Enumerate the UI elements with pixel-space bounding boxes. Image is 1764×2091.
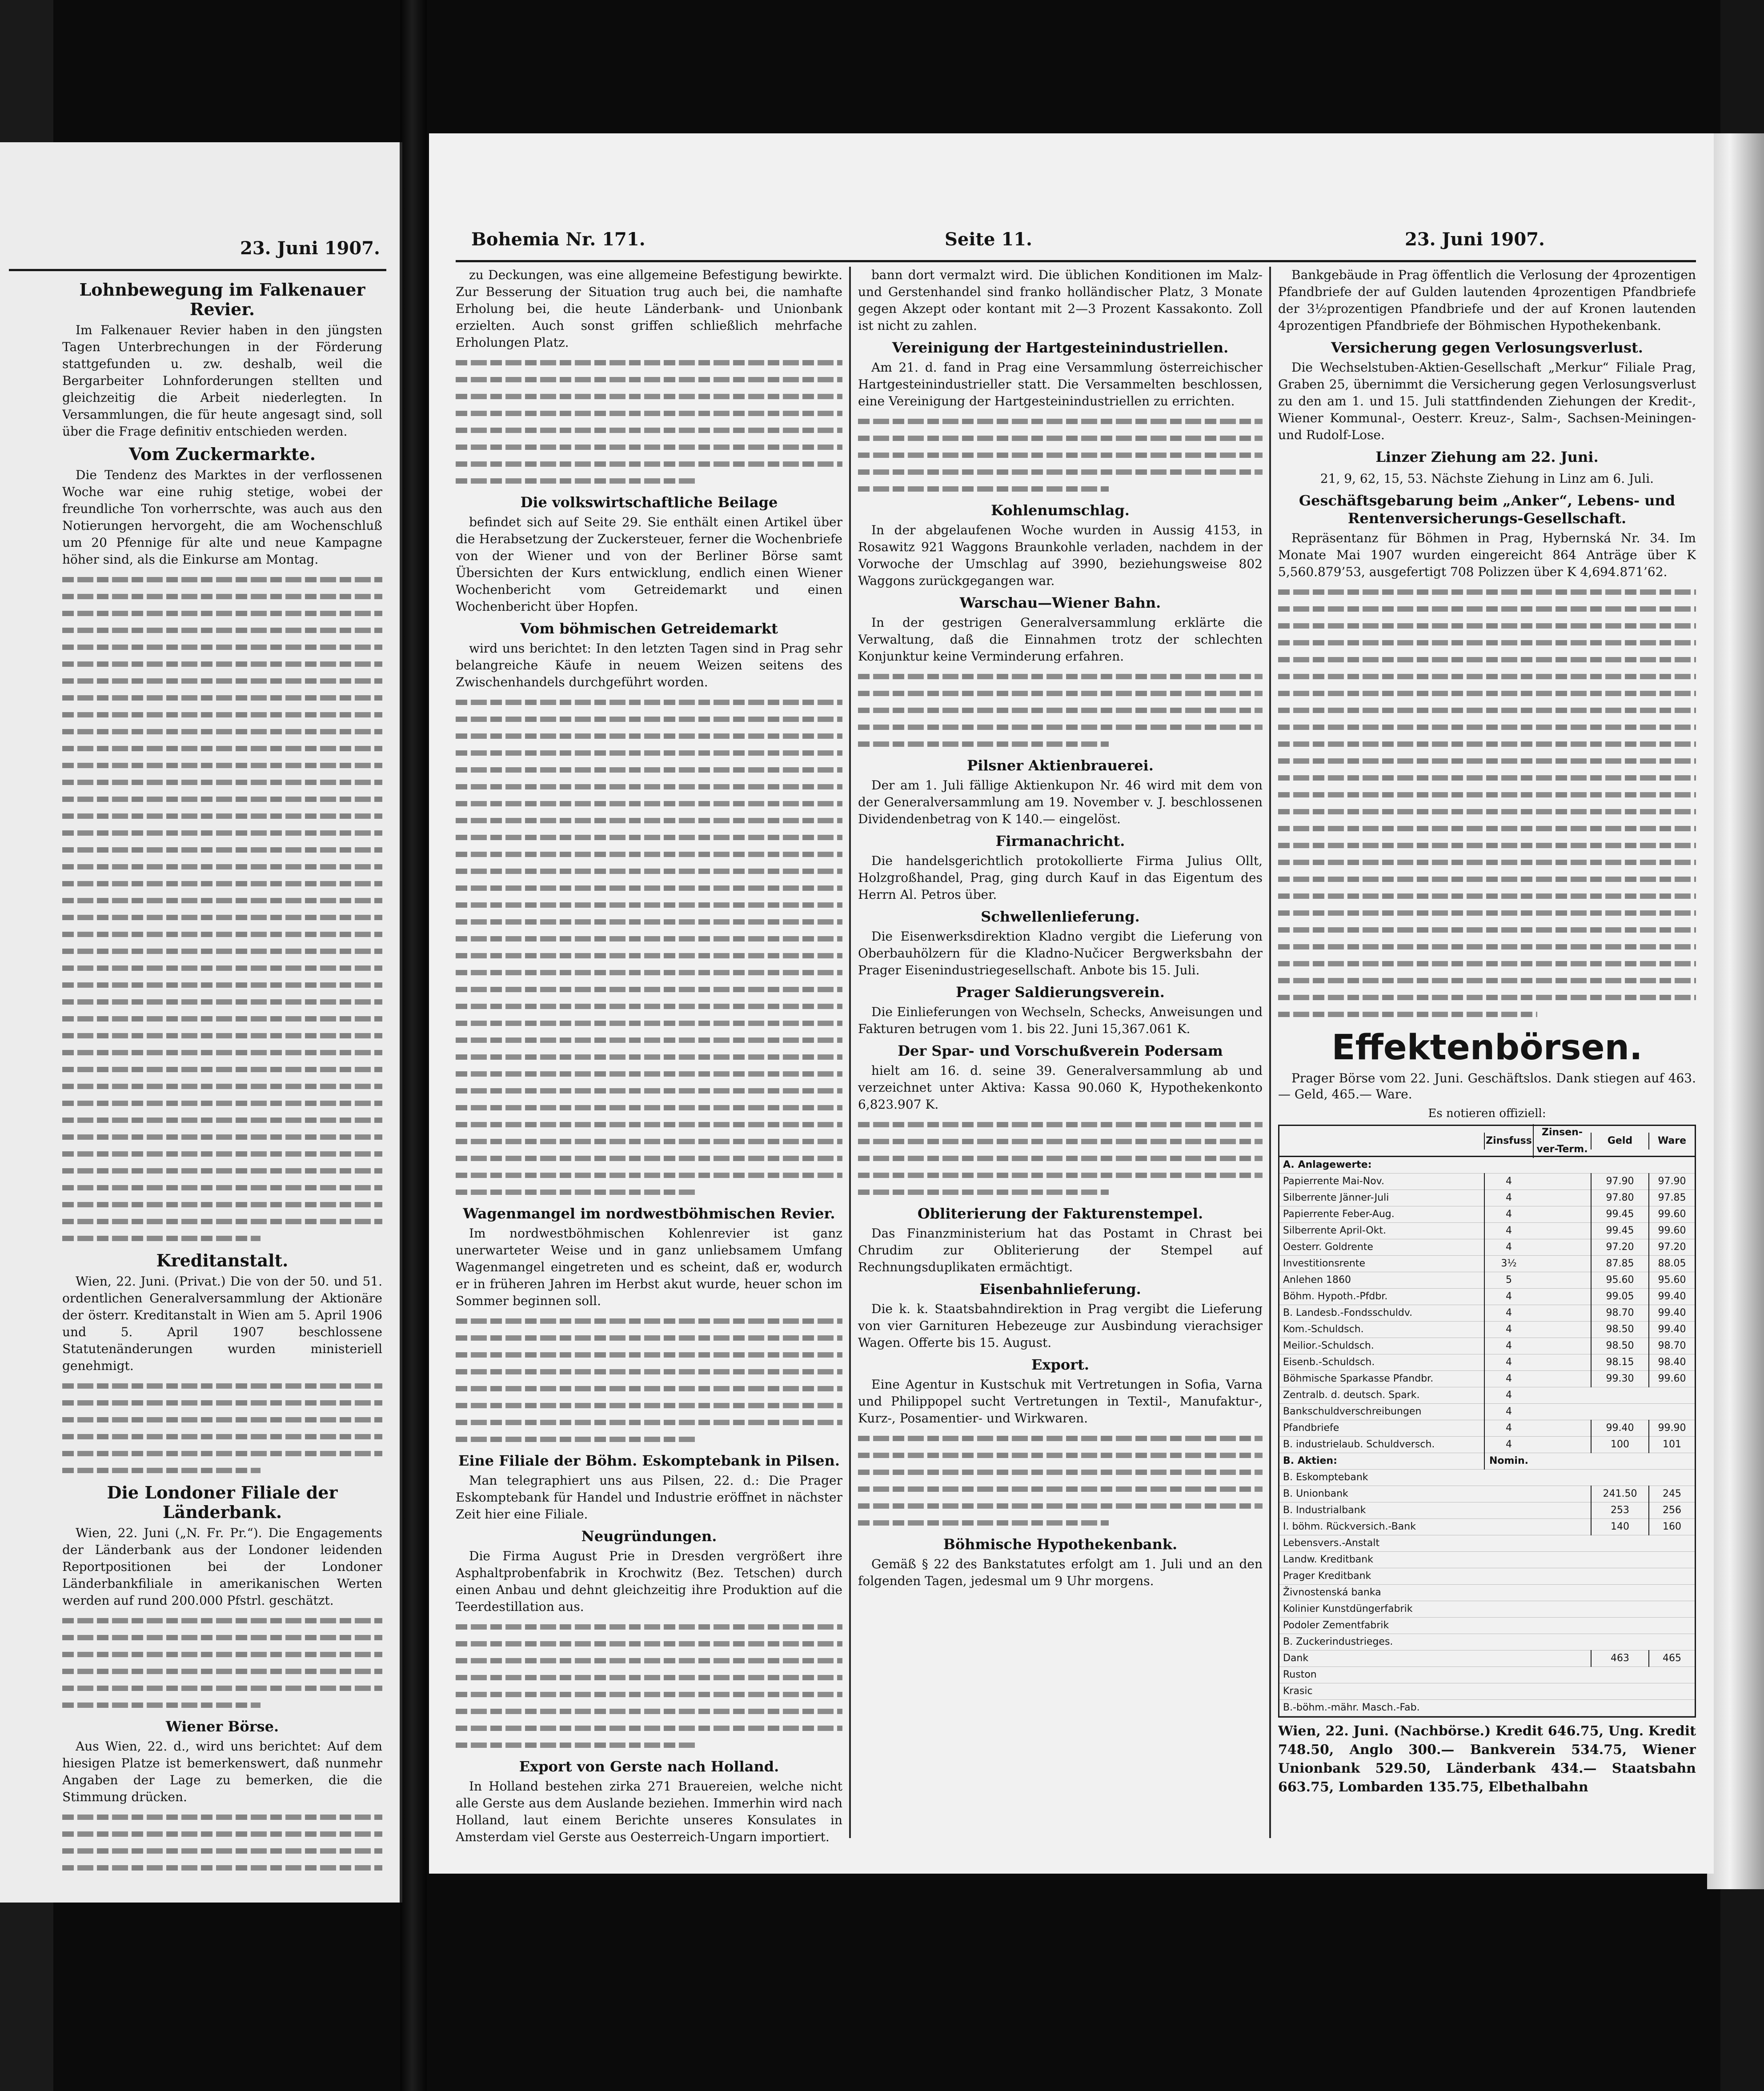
quote-cell-ware: 98.70 — [1648, 1338, 1695, 1354]
drawing-numbers: 21, 9, 62, 15, 53. Nächste Ziehung in Linz am 6. Juli. — [1320, 471, 1654, 486]
quote-cell-rate: 4 — [1484, 1387, 1533, 1404]
quote-cell-ware: 97.85 — [1648, 1190, 1695, 1206]
quote-cell-name: Investitionsrente — [1283, 1258, 1365, 1269]
quote-cell-rate: 5 — [1484, 1272, 1533, 1289]
article-lead: bann dort vermalzt wird. Die üblichen Konditionen im Malz- und Gerstenhandel sind franko holländischer Platz, 3 Monate gegen Akzept oder kontant mit 2—3 Prozent Kassakonto. Zoll ist nicht zu zahlen. — [858, 268, 1263, 333]
quote-cell-geld: 97.90 — [1591, 1173, 1648, 1190]
quote-cell-name: Silberrente April-Okt. — [1283, 1225, 1387, 1236]
quote-cell-rate: 4 — [1484, 1420, 1533, 1437]
quote-cell-geld: 97.80 — [1591, 1190, 1648, 1206]
article-body-lines — [858, 668, 1263, 752]
article-title: Wiener Börse. — [165, 1718, 279, 1735]
article-title: Warschau—Wiener Bahn. — [959, 594, 1161, 611]
book-spine — [1707, 133, 1764, 1889]
article-body-lines — [62, 1612, 382, 1713]
article-title: Kreditanstalt. — [156, 1250, 289, 1270]
quote-row — [1279, 1486, 1695, 1502]
quote-cell-rate: Nomin. — [1484, 1453, 1533, 1470]
quote-cell-rate: 4 — [1484, 1370, 1533, 1387]
quote-cell-geld: 98.15 — [1591, 1354, 1648, 1371]
quote-cell-geld: 100 — [1591, 1436, 1648, 1453]
quote-cell-name: Podoler Zementfabrik — [1283, 1620, 1389, 1631]
article-lead: In der abgelaufenen Woche wurden in Aussig 4153, in Rosawitz 921 Waggons Braunkohle verladen, nachdem in der Vorwoche der Umschlag auf 3990, beziehungsweise 802 Waggons zurückgegangen war. — [858, 523, 1263, 588]
article-title: Der Spar- und Vorschußverein Podersam — [898, 1042, 1223, 1059]
article-lead: Der am 1. Juli fällige Aktienkupon Nr. 46 wird mit dem von der Generalversammlung am 19. November v. J. beschlossenen Dividendenbetrag von K 140.— eingelöst. — [858, 778, 1263, 826]
article-lead: Die Einlieferungen von Wechseln, Schecks, Anweisungen und Fakturen betrugen vom 1. bis 22. Juni 15,367.061 K. — [858, 1005, 1263, 1036]
article-body-lines — [456, 1312, 842, 1447]
quote-cell-geld: 99.45 — [1591, 1206, 1648, 1223]
quote-cell-rate: 4 — [1484, 1190, 1533, 1206]
quote-cell-name: I. böhm. Rückversich.-Bank — [1283, 1521, 1416, 1532]
quote-row — [1279, 1289, 1695, 1305]
quote-cell-name: Oesterr. Goldrente — [1283, 1242, 1373, 1253]
article-lead: In Holland bestehen zirka 271 Brauereien, welche nicht alle Gerste aus dem Auslande beziehen. Immerhin wird nach Holland, laut einem Berichte unseres Konsulates in Amsterdam viel Gerste aus Oesterreich-Ungarn importiert. — [456, 1779, 842, 1844]
quote-row — [1279, 1322, 1695, 1338]
article-title: Die volkswirtschaftliche Beilage — [520, 494, 778, 511]
quote-table — [1278, 1125, 1696, 1718]
article-lead: Repräsentanz für Böhmen in Prag, Hybernská Nr. 34. Im Monate Mai 1907 wurden eingereicht 864 Anträge über K 5,560.879’53, ausgefertigt 708 Polizzen über K 4,694.871’62. — [1278, 531, 1696, 579]
quote-row — [1279, 1223, 1695, 1239]
article-lead: Im nordwestböhmischen Kohlenrevier ist ganz unerwarteter Weise und in ganz unliebsamem Umfang Wagenmangel eingetreten und es scheint, daß er, wodurch er in früheren Jahren im Herbst akut wurde, heuer schon im Sommer beginnen soll. — [456, 1226, 842, 1308]
left-page-date: 23. Juni 1907. — [240, 238, 380, 259]
quote-cell-geld: 253 — [1591, 1502, 1648, 1519]
article-lead: Bankgebäude in Prag öffentlich die Verlosung der 4prozentigen Pfandbriefe der auf Gulden lautenden 4prozentigen Pfandbriefe der 3½prozentigen Pfandbriefe und der auf Kronen lautenden 4prozentigen Pfandbriefe der Böhmischen Hypothekenbank. — [1278, 268, 1696, 333]
quote-cell-rate: 4 — [1484, 1173, 1533, 1190]
quote-row — [1279, 1338, 1695, 1354]
article-body-lines — [858, 1430, 1263, 1531]
quote-cell-ware: 99.90 — [1648, 1420, 1695, 1437]
left-page — [0, 142, 402, 1903]
article-title: Eisenbahnlieferung. — [979, 1281, 1141, 1298]
quote-row — [1279, 1519, 1695, 1535]
left-column — [62, 276, 382, 1876]
boerse-caption: Es notieren offiziell: — [1428, 1107, 1546, 1120]
article-body-lines — [62, 1377, 382, 1478]
article-title: Die Londoner Filiale der Länderbank. — [107, 1482, 338, 1522]
quote-cell-ware: 160 — [1648, 1518, 1695, 1535]
header-rule — [9, 269, 386, 271]
header-term: Zinsen-ver-Term. — [1533, 1124, 1591, 1158]
quote-row — [1279, 1618, 1695, 1634]
article-title: Vereinigung der Hartgesteinindustriellen. — [892, 339, 1229, 356]
quote-row — [1279, 1683, 1695, 1700]
quote-cell-name: Kolinier Kunstdüngerfabrik — [1283, 1603, 1413, 1614]
article-title: Firmanachricht. — [995, 833, 1125, 849]
quote-cell-name: Meilior.-Schuldsch. — [1283, 1340, 1374, 1351]
quote-cell-name: B. Landesb.-Fondsschuldv. — [1283, 1307, 1413, 1318]
article-lead: Die Wechselstuben-Aktien-Gesellschaft „Merkur“ Filiale Prag, Graben 25, übernimmt die Versicherung gegen Verlosungsverlust zu den am 1. und 15. Juli stattfindenden Ziehungen der Kredit-, Wiener Kommunal-, Oesterr. Kreuz-, Salm-, Sachsen-Meiningen- und Rudolf-Lose. — [1278, 360, 1696, 442]
article — [62, 445, 382, 1246]
article-title: Linzer Ziehung am 22. Juni. — [1375, 449, 1599, 465]
quote-cell-geld: 98.70 — [1591, 1305, 1648, 1322]
quote-row — [1279, 1206, 1695, 1223]
quote-cell-name: Krasic — [1283, 1686, 1313, 1697]
quote-cell-name: B. Industrialbank — [1283, 1505, 1366, 1516]
quote-cell-rate: 4 — [1484, 1403, 1533, 1420]
article-title: Prager Saldierungsverein. — [956, 984, 1165, 1001]
article-title: Neugründungen. — [581, 1528, 717, 1545]
article-body-lines — [1278, 583, 1696, 1022]
page-number: Seite 11. — [945, 229, 1032, 250]
quote-cell-ware: 97.90 — [1648, 1173, 1695, 1190]
quote-cell-name: Papierrente Mai-Nov. — [1283, 1176, 1384, 1187]
quote-cell-ware: 95.60 — [1648, 1272, 1695, 1289]
quote-cell-name: Ruston — [1283, 1669, 1317, 1680]
column-2 — [858, 267, 1263, 1847]
article-title: Kohlenumschlag. — [991, 502, 1130, 519]
quote-cell-name: Papierrente Feber-Aug. — [1283, 1209, 1395, 1220]
quote-cell-geld: 99.40 — [1591, 1420, 1648, 1437]
quote-cell-name: A. Anlagewerte: — [1283, 1159, 1372, 1170]
quote-cell-geld: 241.50 — [1591, 1486, 1648, 1502]
quote-cell-geld: 98.50 — [1591, 1321, 1648, 1338]
quote-cell-ware: 99.60 — [1648, 1222, 1695, 1239]
article — [62, 280, 382, 440]
column-1 — [456, 267, 842, 1847]
quote-cell-ware: 101 — [1648, 1436, 1695, 1453]
quote-cell-name: Pfandbriefe — [1283, 1422, 1339, 1434]
article-lead: Eine Agentur in Kustschuk mit Vertretungen in Sofia, Varna und Philippopel sucht Vertretungen in Textil-, Manufaktur-, Kurz-, Posamentier- und Wirkwaren. — [858, 1377, 1263, 1426]
quote-cell-ware: 99.40 — [1648, 1321, 1695, 1338]
article-lead: hielt am 16. d. seine 39. Generalversammlung ab und verzeichnet unter Aktiva: Kassa 90.060 K, Hypothekenkonto 6,823.907 K. — [858, 1063, 1263, 1112]
quote-row — [1279, 1634, 1695, 1650]
article — [62, 1483, 382, 1713]
quote-row — [1279, 1700, 1695, 1716]
article-lead: Aus Wien, 22. d., wird uns berichtet: Auf dem hiesigen Platze ist bemerkenswert, daß nunmehr Angaben der Lage zu bemerken, die die Stimmung drücken. — [62, 1739, 382, 1804]
quote-row — [1279, 1470, 1695, 1486]
quote-cell-rate: 4 — [1484, 1239, 1533, 1256]
quote-cell-ware: 97.20 — [1648, 1239, 1695, 1256]
quote-cell-rate: 4 — [1484, 1206, 1533, 1223]
article-lead: Man telegraphiert uns aus Pilsen, 22. d.: Die Prager Eskomptebank für Handel und Industrie eröffnet in nächster Zeit hier eine Filiale. — [456, 1473, 842, 1522]
article-body-lines — [858, 1116, 1263, 1200]
quote-row — [1279, 1420, 1695, 1437]
quote-row — [1279, 1387, 1695, 1404]
quote-cell-name: Bankschuldverschreibungen — [1283, 1406, 1422, 1417]
header-geld: Geld — [1591, 1133, 1648, 1150]
article-lead: Wien, 22. Juni („N. Fr. Pr.“). Die Engagements der Länderbank aus der Londoner leidenden Reportpositionen bei der Londoner Länderbankfiliale in amerikanischen Werten werden auf rund 200.000 Pfstrl. geschätzt. — [62, 1526, 382, 1608]
article — [62, 1251, 382, 1478]
quote-cell-ware: 88.05 — [1648, 1255, 1695, 1272]
quote-row — [1279, 1585, 1695, 1601]
quote-cell-name: B. Eskomptebank — [1283, 1472, 1368, 1483]
article-title: Versicherung gegen Verlosungsverlust. — [1331, 339, 1643, 356]
quote-cell-rate: 4 — [1484, 1305, 1533, 1322]
quote-cell-ware: 256 — [1648, 1502, 1695, 1519]
quote-cell-geld: 99.05 — [1591, 1288, 1648, 1305]
article-title: Export. — [1031, 1356, 1089, 1373]
header-rule — [456, 260, 1696, 262]
quote-cell-ware: 99.60 — [1648, 1206, 1695, 1223]
quote-cell-name: Böhm. Hypoth.-Pfdbr. — [1283, 1291, 1388, 1302]
quote-cell-name: B. Unionbank — [1283, 1488, 1348, 1499]
quote-cell-name: B. Aktien: — [1283, 1455, 1337, 1466]
article-lead: Die Tendenz des Marktes in der verflossenen Woche war eine ruhig stetige, wobei der freundliche Ton vorherrschte, was auch aus den Notierungen hervorgeht, die am Wochenschluß um 20 Pfennige für alte und neue Kampagne höher sind, als die Einkurse am Montag. — [62, 468, 382, 567]
header-rate: Zinsfuss — [1484, 1133, 1533, 1150]
quote-row — [1279, 1502, 1695, 1519]
article-title: Obliterierung der Fakturenstempel. — [917, 1205, 1203, 1222]
article-title: Eine Filiale der Böhm. Eskomptebank in Pilsen. — [458, 1452, 840, 1469]
quote-cell-name: Eisenb.-Schuldsch. — [1283, 1357, 1375, 1368]
article-body-lines — [858, 413, 1263, 497]
quote-cell-name: Prager Kreditbank — [1283, 1570, 1371, 1582]
masthead: Bohemia Nr. 171. — [471, 229, 645, 250]
quote-cell-ware: 98.40 — [1648, 1354, 1695, 1371]
quote-row — [1279, 1256, 1695, 1272]
quote-cell-rate: 4 — [1484, 1354, 1533, 1371]
article-title: Schwellenlieferung. — [981, 908, 1140, 925]
header-ware: Ware — [1648, 1133, 1695, 1150]
quote-cell-geld: 140 — [1591, 1518, 1648, 1535]
article-lead: Die handelsgerichtlich protokollierte Firma Julius Ollt, Holzgroßhandel, Prag, ging durch Kauf in das Eigentum des Herrn Al. Petros über. — [858, 853, 1263, 902]
quote-row — [1279, 1667, 1695, 1683]
article-lead: Am 21. d. fand in Prag eine Versammlung österreichischer Hartgesteinindustrieller statt. Die Versammelten beschlossen, eine Vereinigung der Hartgesteinindustriellen zu errichten. — [858, 360, 1263, 409]
quote-cell-geld: 98.50 — [1591, 1338, 1648, 1354]
quote-cell-geld: 95.60 — [1591, 1272, 1648, 1289]
quote-row — [1279, 1305, 1695, 1322]
article-lead: Gemäß § 22 des Bankstatutes erfolgt am 1. Juli und an den folgenden Tagen, jedesmal um 9 Uhr morgens. — [858, 1557, 1263, 1588]
wien-nachboerse: Wien, 22. Juni. (Nachbörse.) Kredit 646.75, Ung. Kredit 748.50, Anglo 300.— Bankverein 534.75, Wiener Unionbank 529.50, Länderbank 434.— Staatsbahn 663.75, Lombarden 135.75, Elbethalbahn — [1278, 1723, 1696, 1795]
quote-cell-name: B. industrielaub. Schuldversch. — [1283, 1439, 1435, 1450]
boerse-subtitle: Prager Börse vom 22. Juni. Geschäftslos. Dank stiegen auf 463.— Geld, 465.— Ware. — [1278, 1071, 1696, 1102]
quote-cell-name: B.-böhm.-mähr. Masch.-Fab. — [1283, 1702, 1420, 1713]
right-page — [429, 133, 1714, 1874]
quote-cell-ware: 99.60 — [1648, 1370, 1695, 1387]
article-lead: Die Firma August Prie in Dresden vergrößert ihre Asphaltprobenfabrik in Krochwitz (Bez. Tetschen) durch einen Anbau und dehnt gleichzeitig ihre Produktion auf die Teerdestillation aus. — [456, 1549, 842, 1614]
boerse-title: Effektenbörsen. — [1331, 1028, 1643, 1068]
article-title: Böhmische Hypothekenbank. — [943, 1536, 1178, 1553]
quote-row — [1279, 1354, 1695, 1371]
quote-row — [1279, 1371, 1695, 1387]
binding-gutter — [400, 0, 427, 2091]
quote-group-row — [1279, 1157, 1695, 1174]
article-lead: In der gestrigen Generalversammlung erklärte die Verwaltung, daß die Einnahmen trotz der schlechten Konjunktur keine Verminderung erfahren. — [858, 615, 1263, 664]
article-title: Vom Zuckermarkte. — [129, 444, 316, 464]
quote-cell-name: Zentralb. d. deutsch. Spark. — [1283, 1390, 1420, 1401]
quote-row — [1279, 1601, 1695, 1618]
article-body-lines — [456, 1618, 842, 1753]
quote-cell-rate: 4 — [1484, 1321, 1533, 1338]
article-title: Lohnbewegung im Falkenauer Revier. — [79, 280, 365, 319]
quote-table-header — [1279, 1126, 1695, 1157]
quote-cell-geld: 99.45 — [1591, 1222, 1648, 1239]
article-lead: befindet sich auf Seite 29. Sie enthält einen Artikel über die Herabsetzung der Zuckersteuer, ferner die Wochenbriefe von der Wiener und von der Berliner Börse samt Übersichten der Kurs entwicklung, endlich einen Wiener Wochenbericht vom Getreidemarkt und einen Wochenbericht über Hopfen. — [456, 515, 842, 614]
quote-cell-rate: 3½ — [1484, 1255, 1533, 1272]
article-title: Wagenmangel im nordwestböhmischen Revier. — [463, 1205, 835, 1222]
quote-cell-name: Böhmische Sparkasse Pfandbr. — [1283, 1373, 1434, 1384]
article-title: Pilsner Aktienbrauerei. — [967, 757, 1154, 774]
quote-row — [1279, 1174, 1695, 1190]
quote-cell-name: Lebensvers.-Anstalt — [1283, 1538, 1380, 1549]
right-page-date: 23. Juni 1907. — [1405, 229, 1545, 250]
quote-cell-rate: 4 — [1484, 1288, 1533, 1305]
quote-cell-rate: 4 — [1484, 1436, 1533, 1453]
quote-cell-name: B. Zuckerindustrieges. — [1283, 1636, 1393, 1647]
article-title: Export von Gerste nach Holland. — [519, 1758, 779, 1775]
article-lead: Im Falkenauer Revier haben in den jüngsten Tagen Unterbrechungen in der Förderung stattgefunden u. zw. deshalb, weil die Bergarbeiter Lohnforderungen stellten und gleichzeitig die Arbeit niederlegten. In Versammlungen, die für heute angesagt sind, soll über die Frage definitiv entschieden werden. — [62, 323, 382, 439]
quote-group-row — [1279, 1453, 1695, 1470]
article-lead: zu Deckungen, was eine allgemeine Befestigung bewirkte. Zur Besserung der Situation trug auch bei, die namhafte Erholung bei, die heute Länderbank- und Unionbank erzielten. Auch sonst griffen schließlich mehrfache Erholungen Platz. — [456, 268, 842, 350]
quote-row — [1279, 1535, 1695, 1552]
article-lead: wird uns berichtet: In den letzten Tagen sind in Prag sehr belangreiche Käufe in neuem Weizen seitens des Zwischenhandels durchgeführt worden. — [456, 641, 842, 689]
article-body-lines — [62, 571, 382, 1246]
column-rule — [1269, 267, 1271, 1838]
quote-cell-ware: 99.40 — [1648, 1305, 1695, 1322]
quote-row — [1279, 1239, 1695, 1256]
quote-row — [1279, 1272, 1695, 1289]
quote-cell-rate: 4 — [1484, 1338, 1533, 1354]
quote-cell-name: Landw. Kreditbank — [1283, 1554, 1373, 1565]
article — [62, 1718, 382, 1876]
article-lead: Die k. k. Staatsbahndirektion in Prag vergibt die Lieferung von vier Garnituren Hebezeuge zur Ausbindung vierachsiger Wagen. Offerte bis 15. August. — [858, 1302, 1263, 1350]
quote-cell-name: Dank — [1283, 1653, 1309, 1664]
quote-row — [1279, 1568, 1695, 1585]
article-body-lines — [456, 354, 842, 489]
article-body-lines — [456, 693, 842, 1200]
article-title: Vom böhmischen Getreidemarkt — [520, 620, 778, 637]
article-title: Geschäftsgebarung beim „Anker“, Lebens- und Rentenversicherungs-Gesellschaft. — [1299, 492, 1676, 527]
quote-cell-geld: 87.85 — [1591, 1255, 1648, 1272]
column-3 — [1278, 267, 1696, 1847]
quote-cell-ware: 99.40 — [1648, 1288, 1695, 1305]
quote-row — [1279, 1404, 1695, 1420]
quote-cell-ware: 245 — [1648, 1486, 1695, 1502]
quote-cell-geld: 99.30 — [1591, 1370, 1648, 1387]
article-lead: Das Finanzministerium hat das Postamt in Chrast bei Chrudim zur Obliterierung der Stempel auf Rechnungsduplikaten ermächtigt. — [858, 1226, 1263, 1274]
quote-cell-name: Silberrente Jänner-Juli — [1283, 1192, 1389, 1203]
quote-row — [1279, 1190, 1695, 1206]
quote-row — [1279, 1437, 1695, 1453]
quote-cell-name: Anlehen 1860 — [1283, 1274, 1351, 1286]
quote-cell-geld: 97.20 — [1591, 1239, 1648, 1256]
quote-rows — [1279, 1157, 1695, 1716]
article-lead: Die Eisenwerksdirektion Kladno vergibt die Lieferung von Oberbauhölzern für die Kladno-Nučicer Bergwerksbahn der Prager Eisenindustriegesellschaft. Anbote bis 15. Juli. — [858, 929, 1263, 977]
quote-cell-geld: 463 — [1591, 1650, 1648, 1667]
quote-cell-name: Kom.-Schuldsch. — [1283, 1324, 1364, 1335]
quote-row — [1279, 1650, 1695, 1667]
article-lead: Wien, 22. Juni. (Privat.) Die von der 50. und 51. ordentlichen Generalversammlung der Aktionäre der österr. Kreditanstalt in Wien am 5. April 1906 und 5. April 1907 beschlossene Statutenänderungen wurden ministeriell genehmigt. — [62, 1274, 382, 1373]
article-body-lines — [62, 1808, 382, 1876]
quote-row — [1279, 1552, 1695, 1568]
quote-cell-ware: 465 — [1648, 1650, 1695, 1667]
quote-cell-name: Živnostenská banka — [1283, 1587, 1381, 1598]
quote-cell-rate: 4 — [1484, 1222, 1533, 1239]
column-rule — [849, 267, 851, 1838]
